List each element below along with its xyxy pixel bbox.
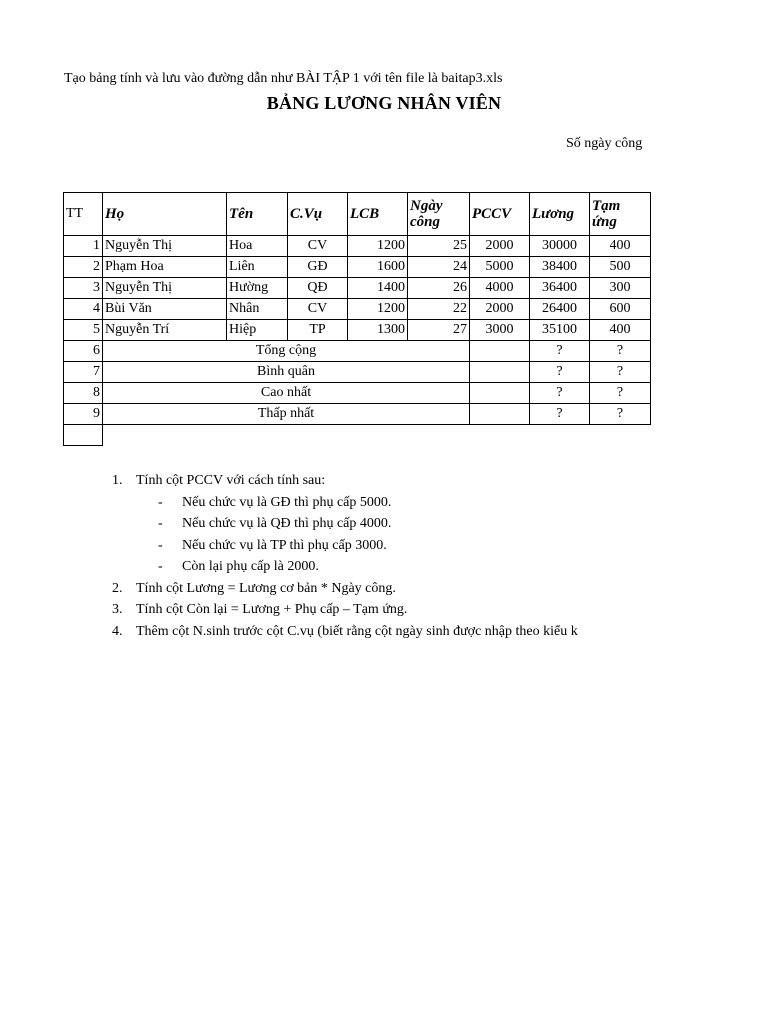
sub-note-item: - Còn lại phụ cấp là 2000.: [158, 559, 319, 574]
table-row: [64, 236, 651, 257]
salary-table: [63, 192, 651, 446]
cell-pccv: [470, 341, 530, 362]
header-cvu: C.Vụ: [288, 193, 348, 236]
summary-label: Cao nhất: [103, 383, 470, 404]
cell-ten: Hoa: [227, 236, 288, 257]
summary-row: [64, 362, 651, 383]
header-luong: Lương: [530, 193, 590, 236]
cell-pccv: 3000: [470, 320, 530, 341]
summary-label: Bình quân: [103, 362, 470, 383]
cell-pccv: [470, 404, 530, 425]
note-item: 1. Tính cột PCCV với cách tính sau:: [112, 473, 326, 488]
cell-ngay-cong: 25: [408, 236, 470, 257]
cell-tt: 3: [64, 278, 103, 299]
table-row: [64, 299, 651, 320]
cell-luong: 36400: [530, 278, 590, 299]
cell-luong: ?: [530, 362, 590, 383]
cell-lcb: 1200: [348, 236, 408, 257]
cell-ho: Nguyễn Thị: [103, 278, 227, 299]
note-item: 2. Tính cột Lương = Lương cơ bản * Ngày công.: [112, 580, 396, 596]
cell-pccv: 5000: [470, 257, 530, 278]
cell-cvu: CV: [288, 236, 348, 257]
cell-pccv: 2000: [470, 236, 530, 257]
empty-row: [64, 425, 651, 446]
cell-pccv: 4000: [470, 278, 530, 299]
cell-ngay-cong: 22: [408, 299, 470, 320]
cell-tam-ung: 400: [590, 320, 651, 341]
cell-ten: Nhân: [227, 299, 288, 320]
cell-cvu: GĐ: [288, 257, 348, 278]
cell-luong: 38400: [530, 257, 590, 278]
cell-pccv: [470, 362, 530, 383]
intro-text: Tạo bảng tính và lưu vào đường dẫn như BÀI TẬP 1 với tên file là baitap3.xls: [64, 71, 503, 86]
cell-ngay-cong: 26: [408, 278, 470, 299]
instructions-list: [112, 470, 652, 642]
cell-tam-ung: 600: [590, 299, 651, 320]
cell-lcb: 1300: [348, 320, 408, 341]
cell-ten: Hường: [227, 278, 288, 299]
cell-luong: ?: [530, 341, 590, 362]
cell-luong: ?: [530, 383, 590, 404]
cell-tam-ung: 400: [590, 236, 651, 257]
header-tt: TT: [64, 193, 103, 236]
cell-tt: 9: [64, 404, 103, 425]
cell-tt: 6: [64, 341, 103, 362]
table-row: [64, 320, 651, 341]
table-row: [64, 278, 651, 299]
cell-tam-ung: 300: [590, 278, 651, 299]
header-pccv: PCCV: [470, 193, 530, 236]
cell-cvu: QĐ: [288, 278, 348, 299]
cell-lcb: 1400: [348, 278, 408, 299]
cell-tam-ung: ?: [590, 404, 651, 425]
note-item: 4. Thêm cột N.sinh trước cột C.vụ (biết rằng cột ngày sinh được nhập theo kiểu k: [112, 623, 578, 639]
cell-cvu: CV: [288, 299, 348, 320]
summary-row: [64, 404, 651, 425]
header-lcb: LCB: [348, 193, 408, 236]
header-ho: Họ: [103, 193, 227, 236]
sub-note-item: - Nếu chức vụ là QĐ thì phụ cấp 4000.: [158, 516, 392, 531]
cell-tam-ung: ?: [590, 341, 651, 362]
cell-ho: Nguyễn Thị: [103, 236, 227, 257]
empty-cell: [64, 425, 103, 446]
table-row: [64, 257, 651, 278]
cell-ten: Liên: [227, 257, 288, 278]
cell-tam-ung: ?: [590, 383, 651, 404]
cell-pccv: 2000: [470, 299, 530, 320]
cell-luong: ?: [530, 404, 590, 425]
cell-luong: 30000: [530, 236, 590, 257]
cell-ho: Nguyễn Trí: [103, 320, 227, 341]
cell-pccv: [470, 383, 530, 404]
cell-tt: 4: [64, 299, 103, 320]
cell-tt: 1: [64, 236, 103, 257]
summary-row: [64, 341, 651, 362]
cell-ngay-cong: 24: [408, 257, 470, 278]
summary-row: [64, 383, 651, 404]
cell-tam-ung: ?: [590, 362, 651, 383]
sub-notes: [112, 492, 652, 578]
cell-luong: 35100: [530, 320, 590, 341]
cell-cvu: TP: [288, 320, 348, 341]
note-item: 3. Tính cột Còn lại = Lương + Phụ cấp – Tạm ứng.: [112, 602, 408, 617]
sub-note-item: - Nếu chức vụ là TP thì phụ cấp 3000.: [158, 537, 387, 553]
page-title: BẢNG LƯƠNG NHÂN VIÊN: [266, 93, 502, 113]
cell-tam-ung: 500: [590, 257, 651, 278]
cell-tt: 2: [64, 257, 103, 278]
header-tam-ung: Tạm ứng: [590, 193, 651, 236]
summary-label: Thấp nhất: [103, 404, 470, 425]
cell-ten: Hiệp: [227, 320, 288, 341]
days-label: Số ngày công: [566, 136, 643, 151]
header-ten: Tên: [227, 193, 288, 236]
summary-label: Tổng cộng: [103, 341, 470, 362]
cell-tt: 8: [64, 383, 103, 404]
cell-luong: 26400: [530, 299, 590, 320]
cell-tt: 5: [64, 320, 103, 341]
cell-lcb: 1600: [348, 257, 408, 278]
sub-note-item: - Nếu chức vụ là GĐ thì phụ cấp 5000.: [158, 494, 392, 510]
cell-lcb: 1200: [348, 299, 408, 320]
cell-ngay-cong: 27: [408, 320, 470, 341]
header-ngay-cong: Ngày công: [408, 193, 470, 236]
cell-ho: Phạm Hoa: [103, 257, 227, 278]
cell-tt: 7: [64, 362, 103, 383]
cell-ho: Bùi Văn: [103, 299, 227, 320]
header-row: [64, 193, 651, 236]
